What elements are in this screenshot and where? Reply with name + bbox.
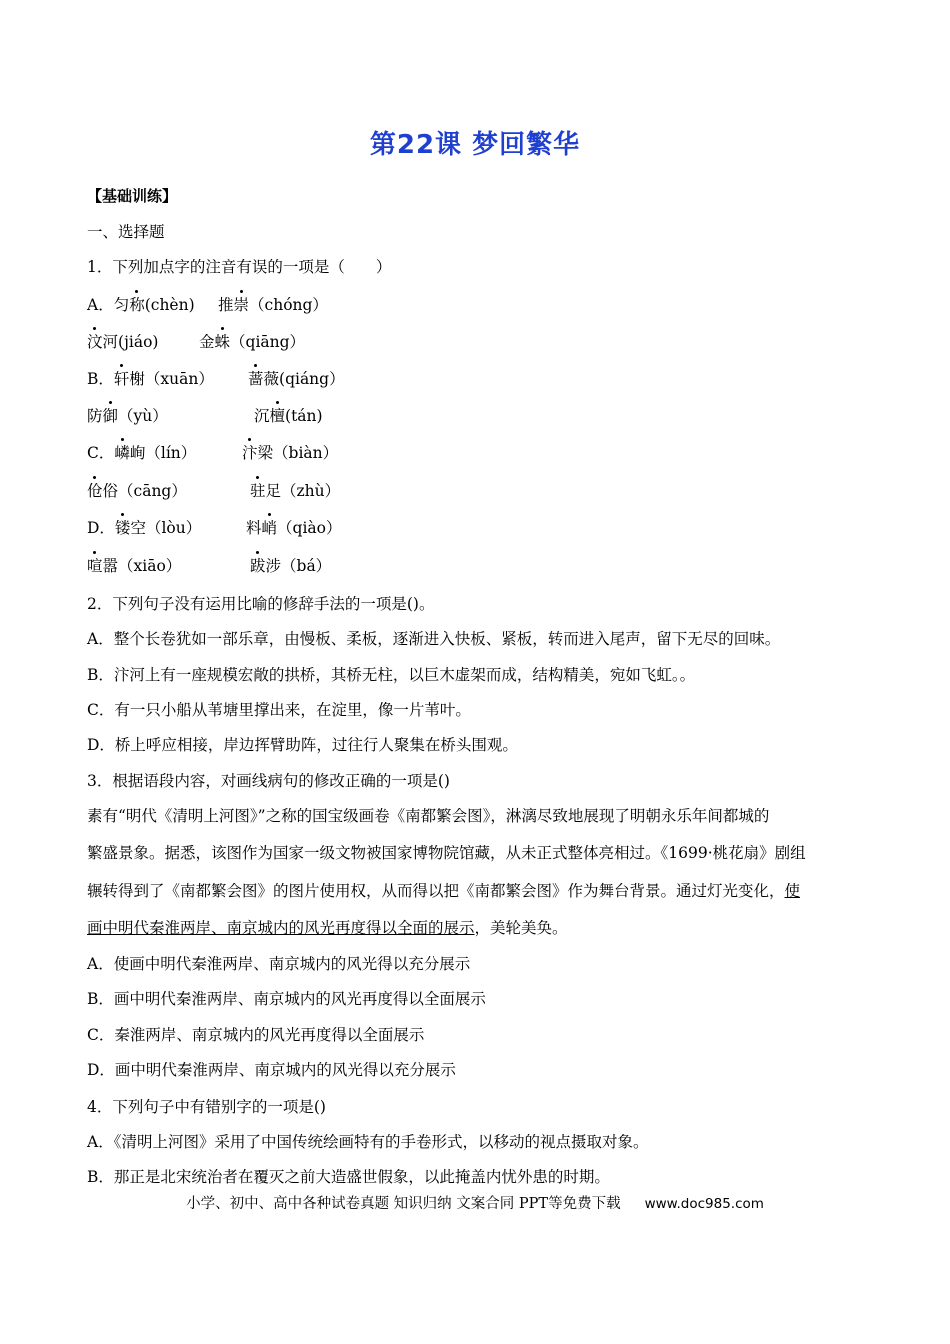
q1-option-row	[87, 443, 339, 463]
q2-option-d: D．桥上呼应相接，岸边挥臂助阵，过往行人聚集在桥头围观。	[87, 736, 518, 754]
q1-pinyin: 河(jiáo)	[102, 333, 159, 351]
q3-underlined-sentence: 画中明代秦淮两岸、南京城内的风光再度得以全面的展示	[87, 919, 475, 937]
q1-pinyin: 峋（lín）	[129, 444, 197, 462]
q1-word-text: A．匀	[87, 296, 130, 314]
q1-pinyin: 嚣（xiāo）	[102, 557, 182, 575]
q2-option-b: B．汴河上有一座规模宏敞的拱桥，其桥无柱，以巨木虚架而成，结构精美，宛如飞虹。。	[87, 666, 696, 684]
q1-word-text: 防	[87, 407, 103, 425]
q1-pinyin: 梁（biàn）	[257, 444, 339, 462]
q1-word	[87, 482, 187, 500]
q1-dotted-char: 伧	[87, 482, 103, 500]
q1-word	[250, 481, 340, 501]
q1-word	[218, 295, 328, 315]
q2-option-a: A．整个长卷犹如一部乐章，由慢板、柔板，逐渐进入快板、紧板，转而进入尾声，留下无尽的回味。	[87, 630, 781, 648]
footer	[0, 1192, 950, 1213]
q1-option-row	[87, 518, 342, 538]
section-heading: 【基础训练】	[87, 187, 178, 205]
page-title: 第22课 梦回繁华	[369, 130, 581, 160]
q1-dotted-char: 崇	[233, 296, 250, 314]
q3-passage-line	[87, 918, 568, 938]
q1-dotted-char: 蛛	[214, 333, 231, 351]
q1-dotted-char: 嶙	[114, 444, 130, 462]
q1-word	[246, 518, 341, 538]
q1-pinyin: 涉（bá）	[265, 557, 332, 575]
q3-option-c: C．秦淮两岸、南京城内的风光再度得以全面展示	[87, 1026, 425, 1044]
q1-option-row	[87, 481, 341, 501]
q1-pinyin: 空（lòu）	[130, 519, 202, 537]
q4-option-b: B．那正是北宋统治者在覆灭之前大造盛世假象，以此掩盖内忧外患的时期。	[87, 1168, 610, 1186]
q1-word	[199, 332, 305, 352]
q1-dotted-char: 轩	[113, 370, 130, 388]
q2-option-c: C．有一只小船从苇塘里撑出来，在淀里，像一片苇叶。	[87, 701, 471, 719]
q1-option-row	[87, 369, 345, 389]
q1-pinyin: 榭（xuān）	[129, 370, 214, 388]
q1-pinyin: (chèn)	[144, 296, 195, 314]
q3-option-b: B．画中明代秦淮两岸、南京城内的风光再度得以全面展示	[87, 990, 486, 1008]
q1-word-text: C．	[87, 444, 115, 462]
q1-word	[87, 370, 214, 388]
footer-url[interactable]: www.doc985.com	[644, 1196, 764, 1212]
footer-text: 小学、初中、高中各种试卷真题 知识归纳 文案合同 PPT等免费下载	[186, 1196, 621, 1212]
q3-option-d: D．画中明代秦淮两岸、南京城内的风光得以充分展示	[87, 1061, 456, 1079]
q1-dotted-char: 汶	[87, 333, 103, 351]
q1-stem: 1．下列加点字的注音有误的一项是（ ）	[87, 258, 392, 276]
q1-word	[242, 443, 338, 463]
q1-pinyin: 足（zhù）	[265, 482, 341, 500]
q1-word-text: 料	[246, 519, 262, 537]
q1-pinyin: (tán)	[285, 407, 323, 425]
q1-pinyin: 俗（cāng）	[102, 482, 187, 500]
q3-passage-line: 素有“明代《清明上河图》”之称的国宝级画卷《南都繁会图》，淋漓尽致地展现了明朝永乐年间都城的	[87, 807, 770, 825]
q1-word-text: 沉	[254, 407, 270, 425]
q1-dotted-char: 跋	[250, 557, 266, 575]
q1-option-row	[87, 406, 323, 426]
q1-dotted-char: 蔷	[248, 370, 264, 388]
q1-dotted-char: 喧	[87, 557, 103, 575]
q1-pinyin: （chóng）	[249, 296, 328, 314]
q1-dotted-char: 称	[129, 296, 145, 314]
q1-word	[87, 407, 168, 425]
q3-underlined-sentence: 使	[784, 882, 801, 900]
q1-dotted-char: 檀	[269, 407, 286, 425]
q3-passage-line: 繁盛景象。据悉，该图作为国家一级文物被国家博物院馆藏，从未正式整体亮相过。《1699·桃花扇》剧组	[87, 844, 806, 862]
q1-pinyin: （qiào）	[277, 519, 342, 537]
q1-word-text: 推	[218, 296, 234, 314]
q3-passage-text: 辗转得到了《南都繁会图》的图片使用权，从而得以把《南都繁会图》作为舞台背景。通过灯光变化，	[87, 882, 785, 900]
q1-word	[87, 296, 195, 314]
q1-dotted-char: 御	[102, 407, 119, 425]
q1-option-row	[87, 295, 328, 315]
q1-word-text: 金	[199, 333, 215, 351]
q3-passage-line	[87, 881, 800, 901]
q4-stem: 4．下列句子中有错别字的一项是()	[87, 1098, 326, 1116]
part-heading: 一、选择题	[87, 223, 165, 241]
q1-pinyin: （qiāng）	[230, 333, 306, 351]
q3-stem: 3．根据语段内容，对画线病句的修改正确的一项是()	[87, 772, 450, 790]
q1-word	[250, 556, 331, 576]
q1-option-row	[87, 556, 332, 576]
q1-dotted-char: 峭	[261, 519, 278, 537]
q1-word	[254, 406, 323, 426]
q1-option-row	[87, 332, 306, 352]
q4-option-a: A．《清明上河图》采用了中国传统绘画特有的手卷形式，以移动的视点摄取对象。	[87, 1133, 649, 1151]
q1-dotted-char: 驻	[250, 482, 266, 500]
q1-word	[248, 369, 345, 389]
q2-stem: 2．下列句子没有运用比喻的修辞手法的一项是()。	[87, 595, 435, 613]
q3-option-a: A．使画中明代秦淮两岸、南京城内的风光得以充分展示	[87, 955, 471, 973]
q3-passage-text: ，美轮美奂。	[474, 919, 568, 937]
q1-word-text: D．	[87, 519, 115, 537]
q1-word	[87, 444, 196, 462]
q1-dotted-char: 镂	[114, 519, 131, 537]
q1-word	[87, 333, 158, 351]
q1-dotted-char: 汴	[242, 444, 258, 462]
q1-word	[87, 557, 181, 575]
q1-pinyin: 薇(qiáng）	[263, 370, 345, 388]
q1-word	[87, 519, 201, 537]
q1-word-text: B．	[87, 370, 114, 388]
q1-pinyin: （yù）	[118, 407, 168, 425]
